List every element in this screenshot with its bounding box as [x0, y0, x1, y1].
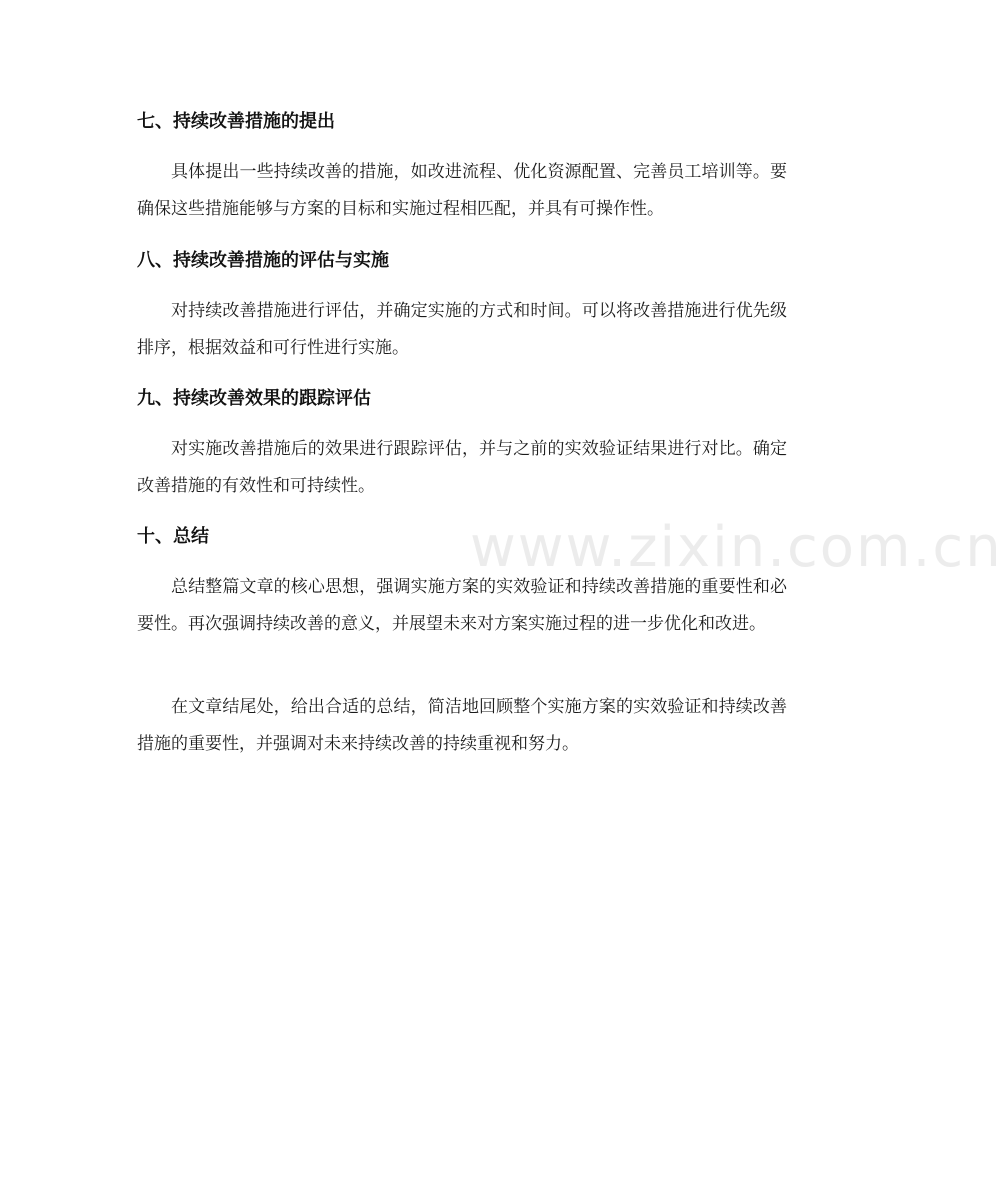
- section-heading-10: 十、总结: [137, 526, 209, 547]
- section-heading-8: 八、持续改善措施的评估与实施: [137, 250, 389, 271]
- section-7-paragraph: 具体提出一些持续改善的措施，如改进流程、优化资源配置、完善员工培训等。要确保这些措施能够与方案的目标和实施过程相匹配，并具有可操作性。: [137, 162, 787, 219]
- section-8-paragraph: 对持续改善措施进行评估，并确定实施的方式和时间。可以将改善措施进行优先级排序，根据效益和可行性进行实施。: [137, 301, 787, 358]
- section-9-paragraph: 对实施改善措施后的效果进行跟踪评估，并与之前的实效验证结果进行对比。确定改善措施的有效性和可持续性。: [137, 439, 787, 496]
- watermark: www.zixin.com.cn: [470, 515, 1003, 580]
- section-heading-7: 七、持续改善措施的提出: [137, 111, 335, 132]
- section-10-paragraph-2: 在文章结尾处，给出合适的总结，简洁地回顾整个实施方案的实效验证和持续改善措施的重要性，并强调对未来持续改善的持续重视和努力。: [137, 697, 787, 754]
- section-heading-9: 九、持续改善效果的跟踪评估: [137, 388, 371, 409]
- section-10-paragraph-1: 总结整篇文章的核心思想，强调实施方案的实效验证和持续改善措施的重要性和必要性。再次强调持续改善的意义，并展望未来对方案实施过程的进一步优化和改进。: [137, 577, 787, 634]
